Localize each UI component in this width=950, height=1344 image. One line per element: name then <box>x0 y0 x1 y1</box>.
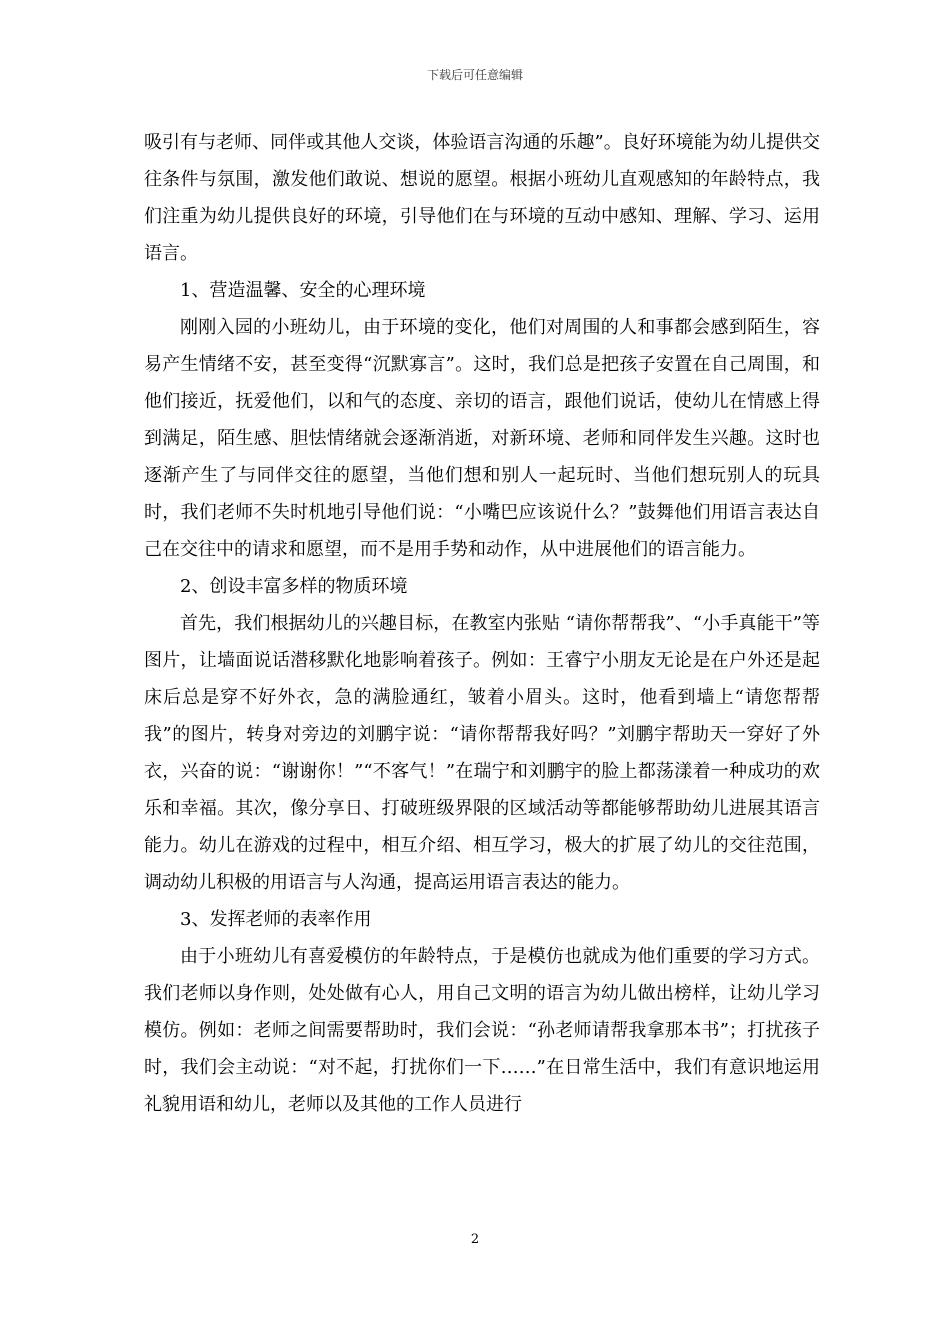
section-heading-1: 1、营造温馨、安全的心理环境 <box>180 280 426 301</box>
page-header: 下载后可任意编辑 <box>426 68 523 82</box>
document-body <box>144 124 820 1123</box>
section-heading-3: 3、发挥老师的表率作用 <box>180 909 372 930</box>
paragraph-section-3: 由于小班幼儿有喜爱模仿的年龄特点，于是模仿也就成为他们重要的学习方式。我们老师以身作则，处处做有心人，用自己文明的语言为幼儿做出榜样，让幼儿学习模仿。例如：老师之间需要帮助时，我们会说：“孙老师请帮我拿那本书”；打扰孩子时，我们会主动说：“对不起，打扰你们一下……”在日常生活中，我们有意识地运用礼貌用语和幼儿，老师以及其他的工作人员进行 <box>144 946 820 1115</box>
page-number: 2 <box>470 1232 480 1247</box>
paragraph-section-1: 刚刚入园的小班幼儿，由于环境的变化，他们对周围的人和事都会感到陌生，容易产生情绪不安，甚至变得“沉默寡言”。这时，我们总是把孩子安置在自己周围，和他们接近，抚爱他们，以和气的态度、亲切的语言，跟他们说话，使幼儿在情感上得到满足，陌生感、胆怯情绪就会逐渐消逝，对新环境、老师和同伴发生兴趣。这时也逐渐产生了与同伴交往的愿望，当他们想和别人一起玩时、当他们想玩别人的玩具时，我们老师不失时机地引导他们说：“小嘴巴应该说什么？”鼓舞他们用语言表达自己在交往中的请求和愿望，而不是用手势和动作，从中进展他们的语言能力。 <box>144 317 820 560</box>
paragraph-section-2: 首先，我们根据幼儿的兴趣目标，在教室内张贴 “请你帮帮我”、“小手真能干”等图片，让墙面说话潜移默化地影响着孩子。例如：王睿宁小朋友无论是在户外还是起床后总是穿不好外衣，急的满脸通红，皱着小眉头。这时，他看到墙上“请您帮帮我”的图片，转身对旁边的刘鹏宇说：“请你帮帮我好吗？”刘鹏宇帮助天一穿好了外衣，兴奋的说：“谢谢你！”“不客气！”在瑞宁和刘鹏宇的脸上都荡漾着一种成功的欢乐和幸福。其次，像分享日、打破班级界限的区域活动等都能够帮助幼儿进展其语言能力。幼儿在游戏的过程中，相互介绍、相互学习，极大的扩展了幼儿的交往范围，调动幼儿积极的用语言与人沟通，提高运用语言表达的能力。 <box>144 613 820 893</box>
paragraph-intro: 吸引有与老师、同伴或其他人交谈，体验语言沟通的乐趣”。良好环境能为幼儿提供交往条件与氛围，激发他们敢说、想说的愿望。根据小班幼儿直观感知的年龄特点，我们注重为幼儿提供良好的环境，引导他们在与环境的互动中感知、理解、学习、运用语言。 <box>144 132 820 264</box>
section-heading-2: 2、创设丰富多样的物质环境 <box>180 576 408 597</box>
